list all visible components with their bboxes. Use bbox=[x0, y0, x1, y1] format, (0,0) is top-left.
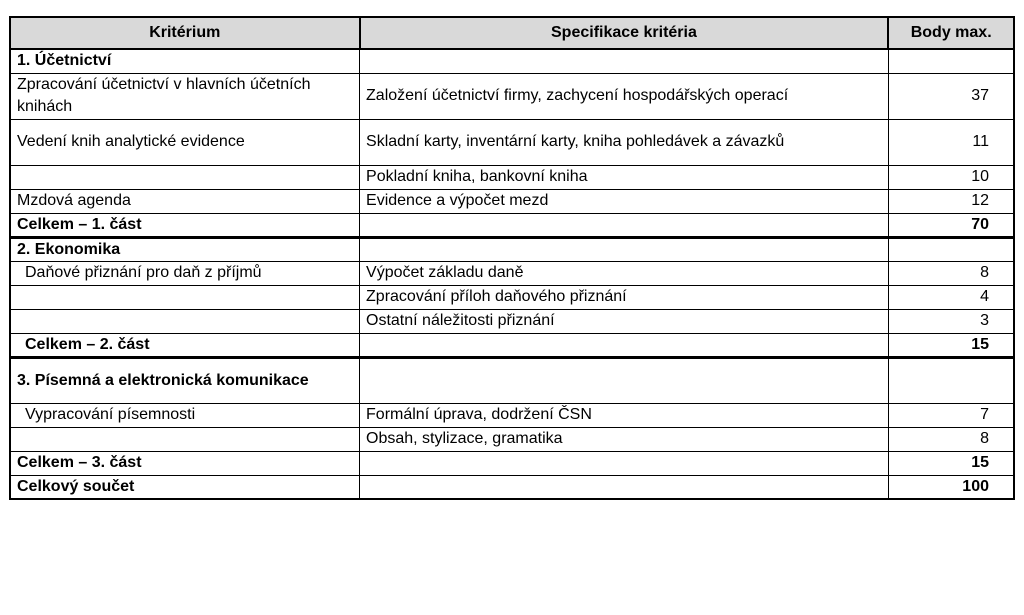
grand-total-row bbox=[10, 475, 1014, 499]
table-row bbox=[10, 73, 1014, 119]
subtotal-label: Celkem – 1. část bbox=[10, 213, 360, 237]
subtotal-label: Celkem – 2. část bbox=[10, 333, 360, 357]
subtotal-points: 70 bbox=[888, 213, 1014, 237]
criterion-cell: Vypracování písemnosti bbox=[10, 403, 360, 427]
specification-cell: Výpočet základu daně bbox=[360, 261, 889, 285]
specification-cell: Založení účetnictví firmy, zachycení hospodářských operací bbox=[360, 73, 889, 119]
table-cell bbox=[360, 213, 889, 237]
section-heading-row bbox=[10, 237, 1014, 261]
subtotal-points: 15 bbox=[888, 451, 1014, 475]
table-row bbox=[10, 285, 1014, 309]
table-row bbox=[10, 309, 1014, 333]
table-row bbox=[10, 189, 1014, 213]
criterion-cell bbox=[10, 165, 360, 189]
section-title: 3. Písemná a elektronická komunikace bbox=[10, 357, 360, 403]
table-cell bbox=[360, 475, 889, 499]
table-cell bbox=[888, 237, 1014, 261]
criterion-cell: Zpracování účetnictví v hlavních účetních knihách bbox=[10, 73, 360, 119]
table-cell bbox=[360, 49, 889, 73]
table-cell bbox=[360, 333, 889, 357]
points-cell: 37 bbox=[888, 73, 1014, 119]
table-cell bbox=[360, 357, 889, 403]
table-row bbox=[10, 427, 1014, 451]
criterion-cell bbox=[10, 285, 360, 309]
grand-total-points: 100 bbox=[888, 475, 1014, 499]
points-cell: 4 bbox=[888, 285, 1014, 309]
criteria-table bbox=[9, 16, 1015, 500]
specification-cell: Ostatní náležitosti přiznání bbox=[360, 309, 889, 333]
specification-cell: Evidence a výpočet mezd bbox=[360, 189, 889, 213]
criterion-cell bbox=[10, 309, 360, 333]
points-cell: 8 bbox=[888, 427, 1014, 451]
points-cell: 12 bbox=[888, 189, 1014, 213]
section-title: 1. Účetnictví bbox=[10, 49, 360, 73]
subtotal-row bbox=[10, 333, 1014, 357]
criteria-table-wrapper bbox=[9, 16, 1015, 500]
specification-cell: Pokladní kniha, bankovní kniha bbox=[360, 165, 889, 189]
table-cell bbox=[888, 49, 1014, 73]
subtotal-row bbox=[10, 213, 1014, 237]
grand-total-label: Celkový součet bbox=[10, 475, 360, 499]
table-cell bbox=[360, 237, 889, 261]
subtotal-label: Celkem – 3. část bbox=[10, 451, 360, 475]
criterion-cell: Vedení knih analytické evidence bbox=[10, 119, 360, 165]
table-row bbox=[10, 119, 1014, 165]
header-body-max: Body max. bbox=[888, 17, 1014, 49]
criterion-cell bbox=[10, 427, 360, 451]
table-row bbox=[10, 165, 1014, 189]
table-cell bbox=[888, 357, 1014, 403]
points-cell: 3 bbox=[888, 309, 1014, 333]
subtotal-row bbox=[10, 451, 1014, 475]
points-cell: 11 bbox=[888, 119, 1014, 165]
table-row bbox=[10, 261, 1014, 285]
specification-cell: Obsah, stylizace, gramatika bbox=[360, 427, 889, 451]
points-cell: 10 bbox=[888, 165, 1014, 189]
table-cell bbox=[360, 451, 889, 475]
points-cell: 8 bbox=[888, 261, 1014, 285]
section-heading-row bbox=[10, 49, 1014, 73]
table-row bbox=[10, 403, 1014, 427]
header-specifikace: Specifikace kritéria bbox=[360, 17, 889, 49]
specification-cell: Zpracování příloh daňového přiznání bbox=[360, 285, 889, 309]
points-cell: 7 bbox=[888, 403, 1014, 427]
section-heading-row bbox=[10, 357, 1014, 403]
header-kriterium: Kritérium bbox=[10, 17, 360, 49]
criterion-cell: Daňové přiznání pro daň z příjmů bbox=[10, 261, 360, 285]
specification-cell: Formální úprava, dodržení ČSN bbox=[360, 403, 889, 427]
criterion-cell: Mzdová agenda bbox=[10, 189, 360, 213]
table-header-row bbox=[10, 17, 1014, 49]
subtotal-points: 15 bbox=[888, 333, 1014, 357]
section-title: 2. Ekonomika bbox=[10, 237, 360, 261]
specification-cell: Skladní karty, inventární karty, kniha pohledávek a závazků bbox=[360, 119, 889, 165]
